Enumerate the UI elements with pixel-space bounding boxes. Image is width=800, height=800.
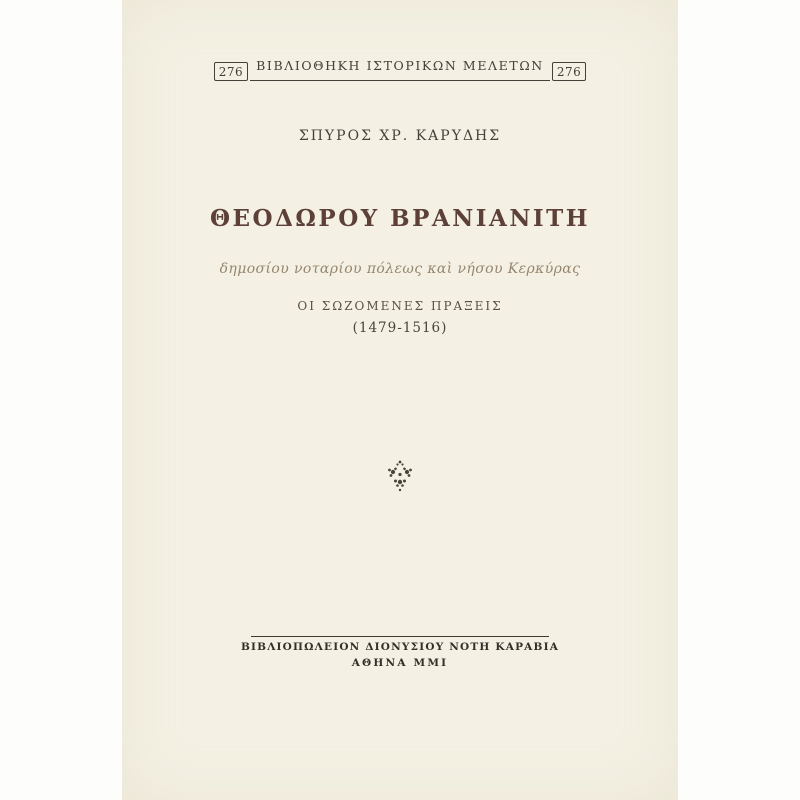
date-range: (1479-1516) [352, 320, 448, 336]
book-subtitle-italic: δημοσίου νοταρίου πόλεως καὶ νήσου Κερκύρας [219, 261, 581, 277]
publisher-name: ΒΙΒΛΙΟΠΩΛΕΙΟΝ ΔΙΟΝΥΣΙΟΥ ΝΟΤΗ ΚΑΡΑΒΙΑ [240, 641, 560, 653]
book-cover [122, 0, 678, 800]
floral-rosette-icon [383, 458, 417, 496]
series-number-right: 276 [552, 62, 586, 81]
place-and-year: ΑΘΗΝΑ ΜΜΙ [351, 657, 449, 669]
book-subtitle-caps: ΟΙ ΣΩΖΟΜΕΝΕΣ ΠΡΑΞΕΙΣ [297, 299, 503, 313]
series-number-left: 276 [214, 62, 248, 81]
series-title: ΒΙΒΛΙΟΘΗΚΗ ΙΣΤΟΡΙΚΩΝ ΜΕΛΕΤΩΝ [250, 57, 550, 81]
series-header [122, 57, 678, 81]
footer-rule [251, 636, 549, 637]
ornament-container [122, 458, 678, 498]
author-name: ΣΠΥΡΟΣ ΧΡ. ΚΑΡΥΔΗΣ [298, 128, 502, 144]
book-title: ΘΕΟΔΩΡΟΥ ΒΡΑΝΙΑΝΙΤΗ [209, 205, 590, 232]
